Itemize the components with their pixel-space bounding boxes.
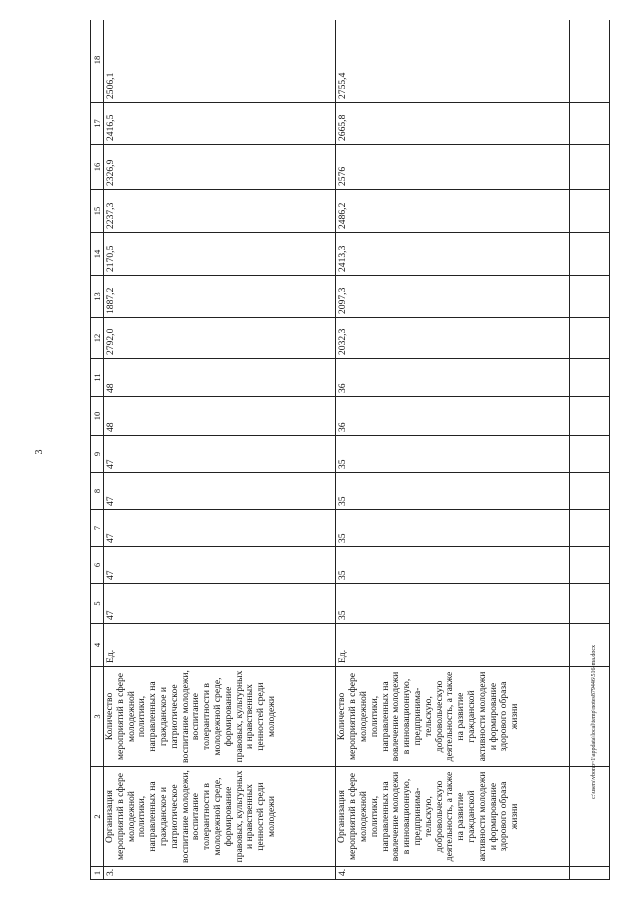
table-row bbox=[104, 20, 336, 880]
value-cell: 2237,3 bbox=[104, 190, 336, 233]
empty-cell bbox=[569, 584, 609, 624]
value-cell: 48 bbox=[104, 397, 336, 436]
value-cell: 36 bbox=[336, 397, 569, 436]
empty-cell bbox=[569, 233, 609, 276]
value-cell: 2413,3 bbox=[336, 233, 569, 276]
activity-name: Организация мероприятий в сфере молодежной политики, направленных на вовлечение молодежи в инновационную, предпринима-тельскую, добровольческую деятельность, а также на развитие гражданской активности молодежи и формирование здорового образа жизни bbox=[336, 767, 569, 867]
column-number: 14 bbox=[91, 233, 104, 276]
column-number: 12 bbox=[91, 318, 104, 359]
empty-cell bbox=[569, 510, 609, 547]
column-number: 9 bbox=[91, 436, 104, 473]
empty-row bbox=[569, 20, 609, 880]
row-number: 4. bbox=[336, 867, 569, 880]
empty-cell bbox=[569, 359, 609, 397]
value-cell: 47 bbox=[104, 473, 336, 510]
empty-cell bbox=[569, 20, 609, 103]
value-cell: 47 bbox=[104, 510, 336, 547]
value-cell: 1887,2 bbox=[104, 276, 336, 318]
column-number: 7 bbox=[91, 510, 104, 547]
column-number: 1 bbox=[91, 867, 104, 880]
empty-cell bbox=[569, 767, 609, 867]
empty-cell bbox=[569, 397, 609, 436]
column-number: 6 bbox=[91, 547, 104, 584]
rotated-table-container bbox=[90, 20, 610, 880]
empty-cell bbox=[569, 436, 609, 473]
empty-cell bbox=[569, 624, 609, 667]
column-number: 2 bbox=[91, 767, 104, 867]
value-cell: 35 bbox=[336, 436, 569, 473]
column-number-row bbox=[91, 20, 104, 880]
file-path-footer: c:\users\vbonb~1\appdata\local\temp\notes879446\516-ma.docx bbox=[591, 644, 597, 800]
value-cell: 2665,8 bbox=[336, 103, 569, 145]
unit: Ед. bbox=[336, 624, 569, 667]
value-cell: 35 bbox=[336, 584, 569, 624]
activity-name: Организация мероприятий в сфере молодежной политики, направленных на гражданское и патриотическое воспитание молодежи, воспитание толерантности в молодежной среде, формирование правовых, культурных и нравственных ценностей среди молодежи bbox=[104, 767, 336, 867]
value-cell: 35 bbox=[336, 547, 569, 584]
indicator-name: Количество мероприятий в сфере молодежной политики, направленных на вовлечение молодежи в инновационную, предпринима-тельскую, добровольческую деятельность, а также на развитие гражданской активности молодежи и формирование здорового образа жизни bbox=[336, 667, 569, 767]
value-cell: 2506,1 bbox=[104, 20, 336, 103]
empty-cell bbox=[569, 547, 609, 584]
indicators-table bbox=[90, 20, 610, 880]
value-cell: 2792,0 bbox=[104, 318, 336, 359]
value-cell: 2416,5 bbox=[104, 103, 336, 145]
value-cell: 35 bbox=[336, 510, 569, 547]
empty-cell bbox=[569, 667, 609, 767]
column-number: 3 bbox=[91, 667, 104, 767]
value-cell: 2576 bbox=[336, 145, 569, 190]
empty-cell bbox=[569, 318, 609, 359]
value-cell: 2326,9 bbox=[104, 145, 336, 190]
value-cell: 2032,3 bbox=[336, 318, 569, 359]
value-cell: 48 bbox=[104, 359, 336, 397]
column-number: 4 bbox=[91, 624, 104, 667]
column-number: 8 bbox=[91, 473, 104, 510]
page-number: 3 bbox=[34, 449, 45, 455]
row-number: 3. bbox=[104, 867, 336, 880]
value-cell: 35 bbox=[336, 473, 569, 510]
value-cell: 2097,3 bbox=[336, 276, 569, 318]
empty-cell bbox=[569, 145, 609, 190]
column-number: 15 bbox=[91, 190, 104, 233]
value-cell: 2486,2 bbox=[336, 190, 569, 233]
column-number: 10 bbox=[91, 397, 104, 436]
column-number: 11 bbox=[91, 359, 104, 397]
value-cell: 47 bbox=[104, 436, 336, 473]
column-number: 13 bbox=[91, 276, 104, 318]
column-number: 16 bbox=[91, 145, 104, 190]
empty-cell bbox=[569, 473, 609, 510]
column-number: 5 bbox=[91, 584, 104, 624]
empty-cell bbox=[569, 276, 609, 318]
value-cell: 47 bbox=[104, 547, 336, 584]
column-number: 17 bbox=[91, 103, 104, 145]
unit: Ед. bbox=[104, 624, 336, 667]
empty-cell bbox=[569, 103, 609, 145]
indicator-name: Количество мероприятий в сфере молодежной политики, направленных на гражданское и патриотическое воспитание молодежи, воспитание толерантности в молодежной среде, формирование правовых, культурных и нравственных ценностей среди молодежи bbox=[104, 667, 336, 767]
value-cell: 2170,5 bbox=[104, 233, 336, 276]
value-cell: 2755,4 bbox=[336, 20, 569, 103]
empty-cell bbox=[569, 867, 609, 880]
column-number: 18 bbox=[91, 20, 104, 103]
empty-cell bbox=[569, 190, 609, 233]
value-cell: 36 bbox=[336, 359, 569, 397]
value-cell: 47 bbox=[104, 584, 336, 624]
table-row bbox=[336, 20, 569, 880]
